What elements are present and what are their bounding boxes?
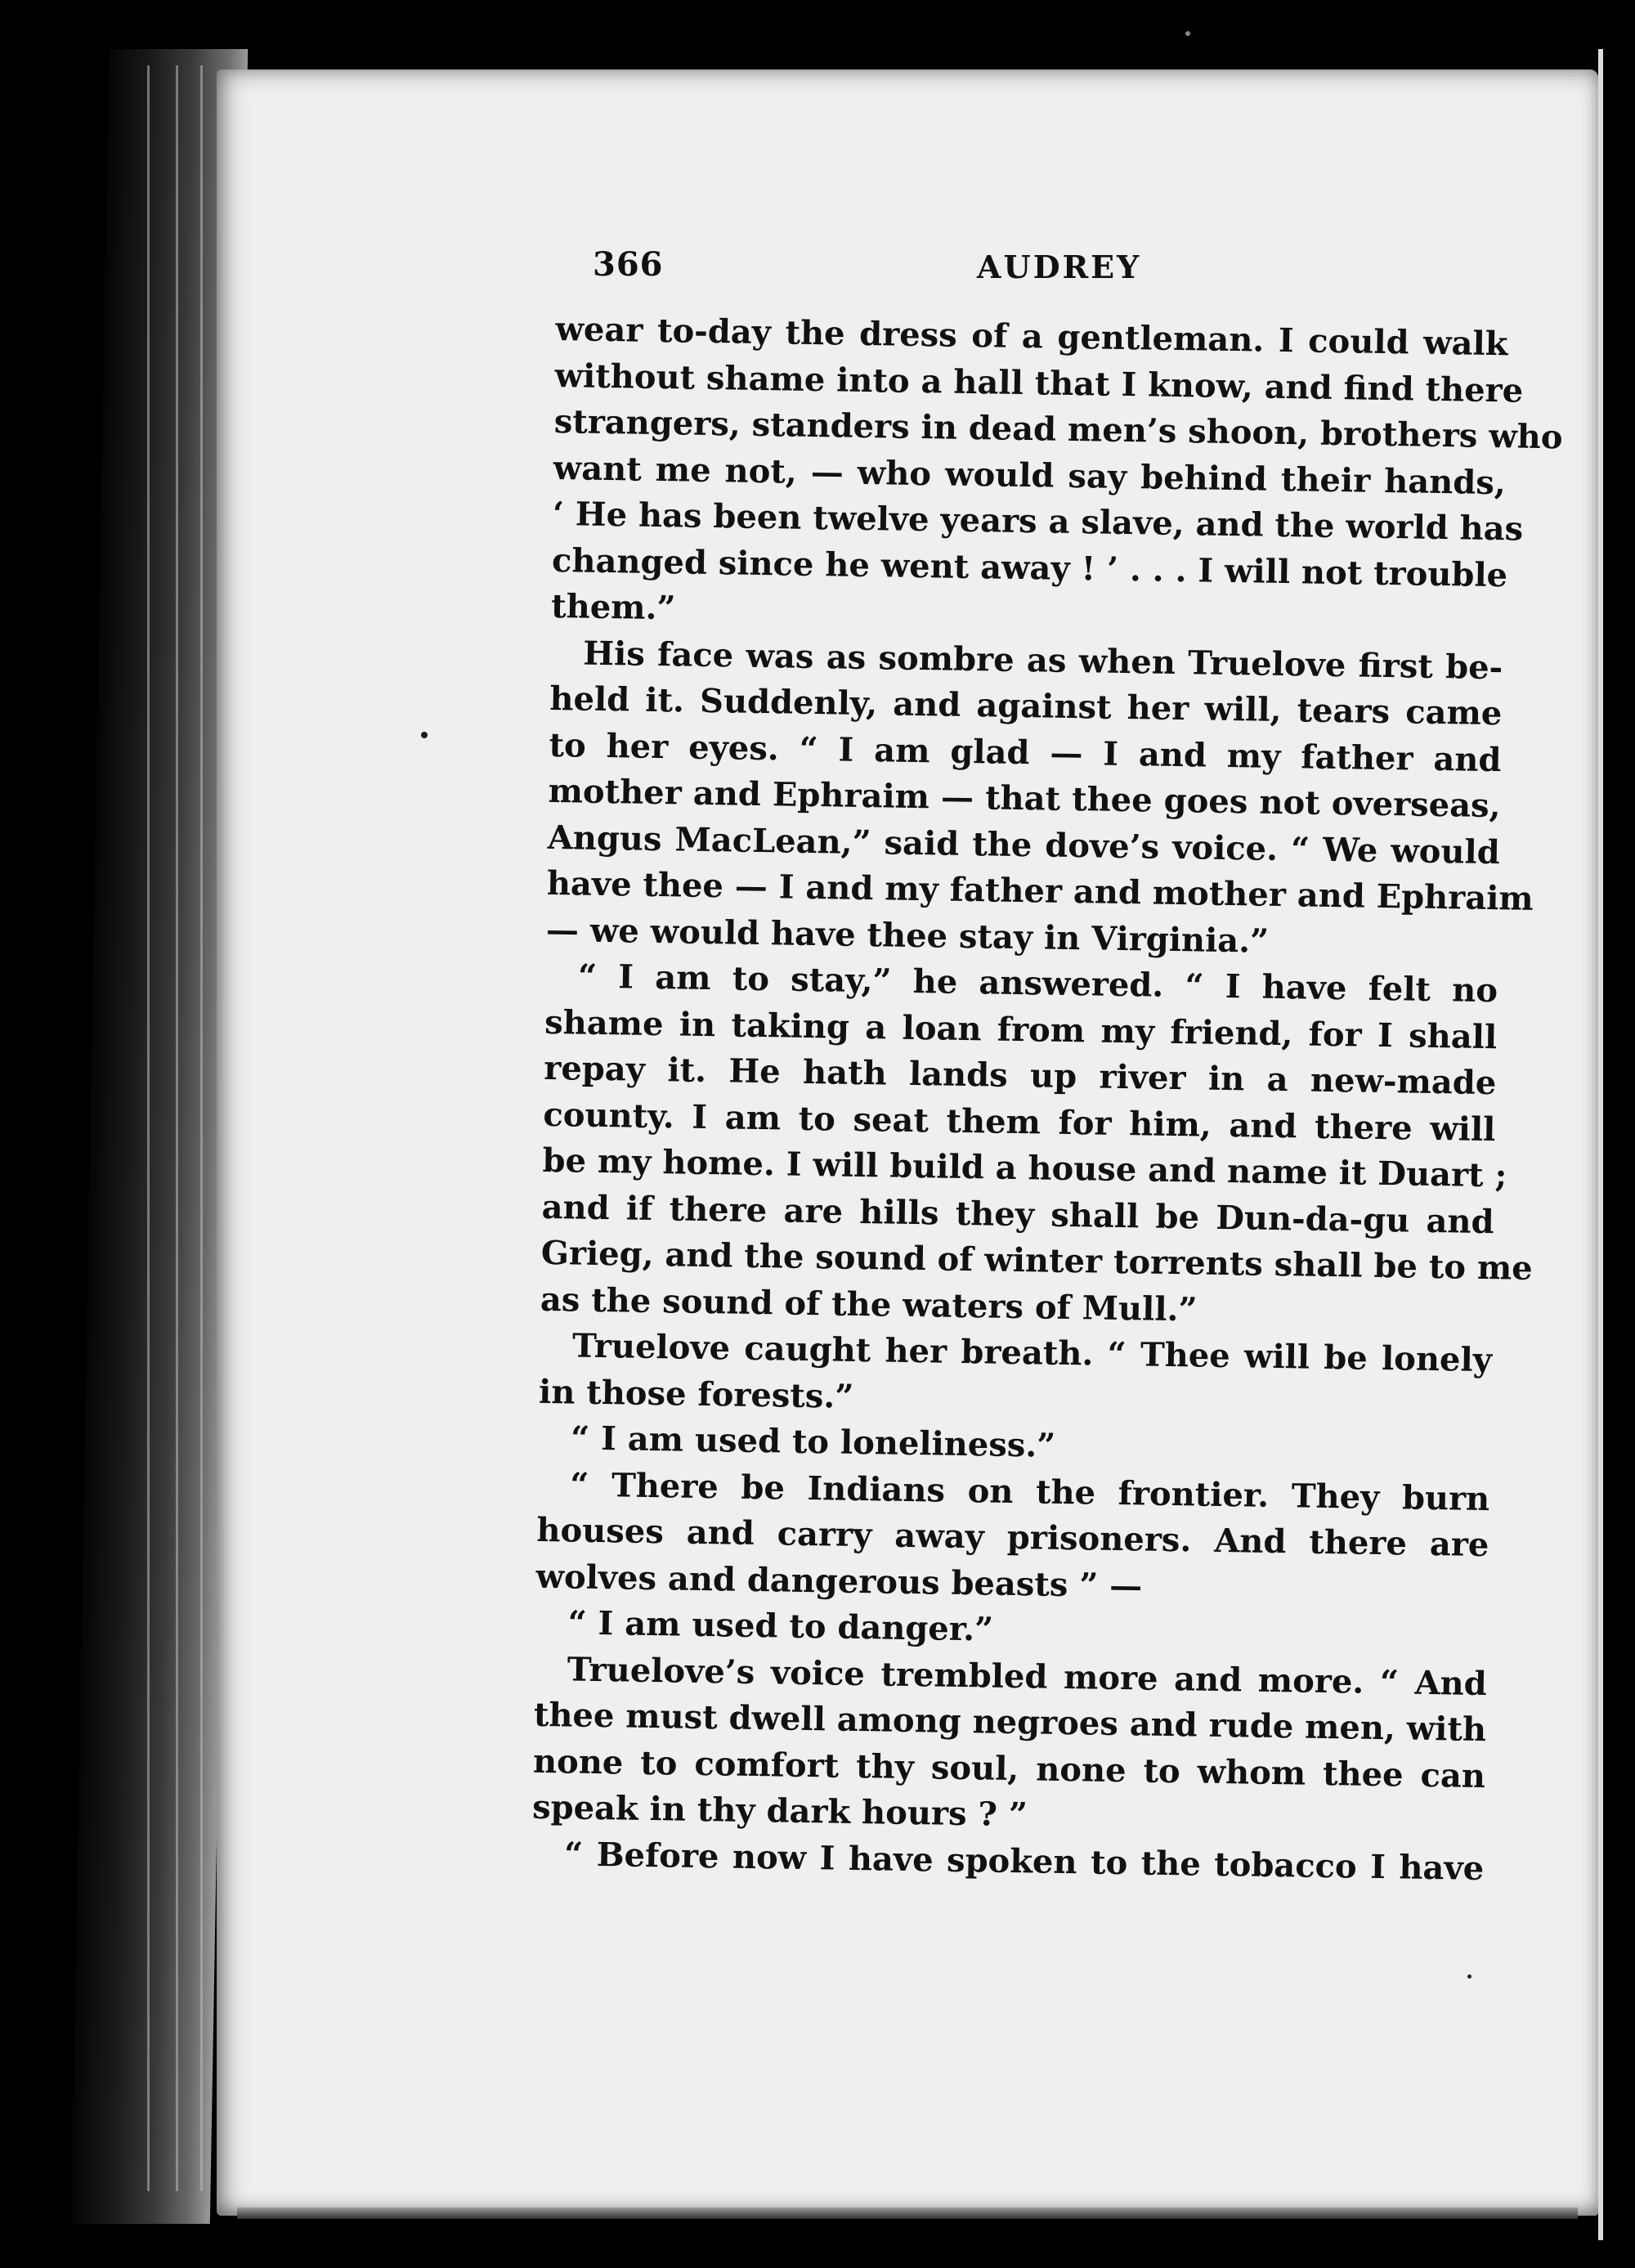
text-line: Angus MacLean,” said the dove’s voice. “ We would xyxy=(547,818,1501,872)
text-line: speak in thy dark hours ? ” xyxy=(531,1787,1028,1835)
text-line: “ Before now I have spoken to the tobacco I have xyxy=(563,1834,1485,1888)
dust-speck xyxy=(421,732,428,738)
text-line: wear to-day the dress of a gentleman. I could walk xyxy=(555,309,1508,364)
spine-crease xyxy=(176,65,178,2191)
text-line: none to comfort thy soul, none to whom thee can xyxy=(532,1741,1486,1795)
spine-crease xyxy=(200,65,203,2191)
text-line: “ There be Indians on the frontier. They burn xyxy=(570,1464,1490,1518)
text-line: county. I am to seat them for him, and there will xyxy=(543,1095,1496,1149)
text-line: strangers, standers in dead men’s shoon, brothers who xyxy=(553,401,1563,457)
text-line: Truelove’s voice trembled more and more. “ And xyxy=(567,1649,1488,1703)
page-bottom-edge xyxy=(237,2207,1578,2219)
text-line: “ I am to stay,” he answered. “ I have felt no xyxy=(577,957,1498,1011)
text-line: thee must dwell among negroes and rude men, with xyxy=(533,1695,1487,1750)
text-line: houses and carry away prisoners. And there are xyxy=(536,1510,1489,1565)
body-text xyxy=(531,307,1563,1892)
text-line: “ I am used to danger.” xyxy=(567,1603,994,1649)
text-line: “ I am used to loneliness.” xyxy=(570,1419,1056,1465)
text-line: shame in taking a loan from my friend, for I shall xyxy=(544,1002,1498,1056)
text-line: as the sound of the waters of Mull.” xyxy=(540,1280,1198,1329)
text-line: Grieg, and the sound of winter torrents shall be to me xyxy=(540,1233,1534,1288)
text-line: and if there are hills they shall be Dun-da-gu and xyxy=(541,1187,1494,1241)
text-line: ‘ He has been twelve years a slave, and the world has xyxy=(552,494,1524,549)
text-line: mother and Ephraim — that thee goes not overseas, xyxy=(548,771,1501,826)
text-line: in those forests.” xyxy=(538,1372,854,1416)
text-line: repay it. He hath lands up river in a new-made xyxy=(543,1048,1497,1103)
text-line: them.” xyxy=(550,586,676,628)
spine-crease xyxy=(147,65,150,2191)
text-line: held it. Suddenly, and against her will, tears came xyxy=(549,679,1503,733)
text-line: be my home. I will build a house and name it Duart ; xyxy=(542,1141,1507,1195)
text-line: His face was as sombre as when Truelove first be- xyxy=(582,634,1503,687)
text-line: wolves and dangerous beasts ” — xyxy=(535,1557,1143,1605)
dust-speck xyxy=(1185,31,1190,36)
text-line: — we would have thee stay in Virginia.” xyxy=(545,910,1270,961)
page-right-edge xyxy=(1598,49,1618,2240)
running-head: AUDREY xyxy=(977,249,1142,285)
page-number: 366 xyxy=(593,245,664,284)
dust-speck xyxy=(1467,1974,1472,1979)
text-line: have thee — I and my father and mother and Ephraim xyxy=(546,863,1534,918)
text-line: to her eyes. “ I am glad — I and my father and xyxy=(549,725,1502,779)
text-line: changed since he went away ! ’ . . . I will not trouble xyxy=(551,540,1508,594)
text-line: Truelove caught her breath. “ Thee will be lonely xyxy=(571,1326,1493,1380)
text-line: want me not, — who would say behind their hands, xyxy=(553,448,1507,502)
text-line: without shame into a hall that I know, and find there xyxy=(554,356,1524,410)
page-header xyxy=(593,245,1492,294)
